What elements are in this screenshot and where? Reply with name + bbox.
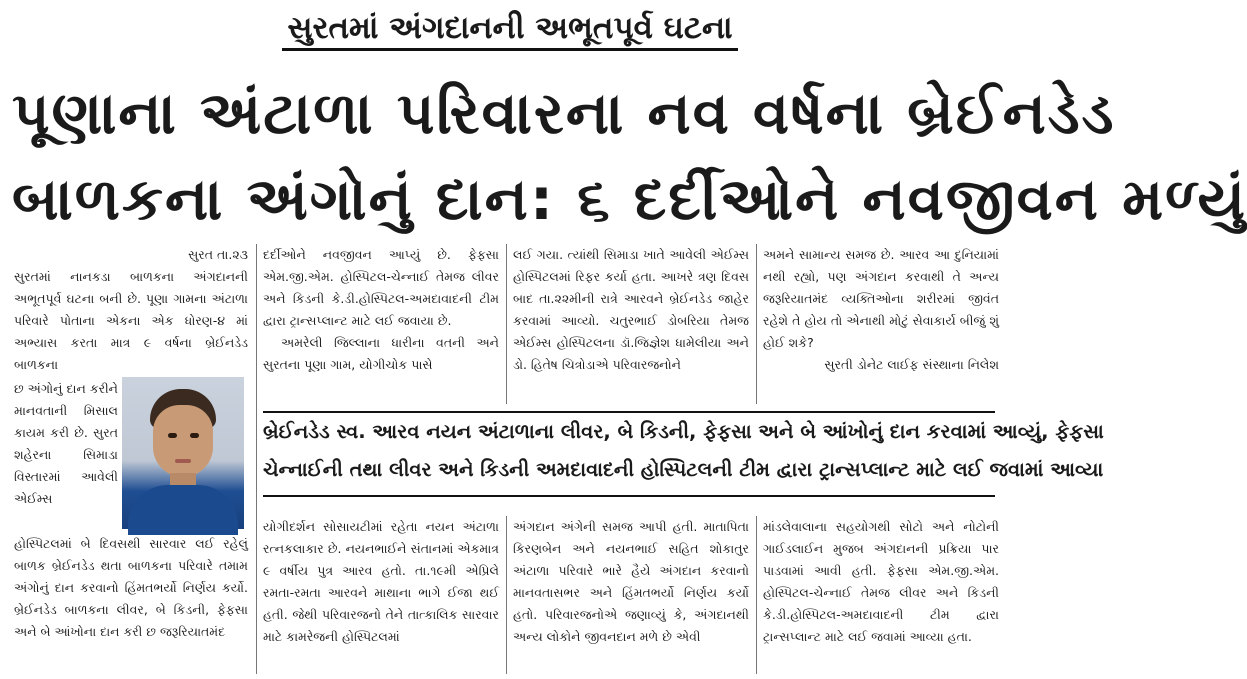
dateline: સુરત તા.૨૩ (188, 247, 248, 262)
headline-line-2: બાળકના અંગોનું દાન: ૬ દર્દીઓને નવજીવન મળ્યું (12, 165, 1247, 233)
column-4-bottom (763, 516, 999, 674)
article-paragraph: લઈ ગયા. ત્યાંથી સિમાડા ખાતે આવેલી એઈમ્સ હોસ્પિટલમાં રિફર કર્યા હતા. આખરે ત્રણ દિવસ બાદ તા.૨૨મીની રાત્રે આરવને બ્રેઈનડેડ જાહેર કરવામાં આવ્યો. ચતુરભાઈ ડોબરિયા તેમજ એઈમ્સ હોસ્પિટલના ડૉ.જિજ્ઞેશ ધામેલીયા અને ડો. હિતેષ ચિત્રોડાએ પરિવારજનોને (513, 247, 749, 372)
column-3-top (513, 244, 749, 404)
column-2-top (263, 244, 499, 404)
column-divider (756, 244, 757, 404)
column-3-bottom (513, 516, 749, 674)
article-paragraph: અમરેલી જિલ્લાના ધારીના વતની અને સુરતના પૂણા ગામ, યોગીચોક પાસે (263, 334, 499, 372)
column-divider (506, 244, 507, 404)
highlight-box (263, 411, 1104, 497)
highlight-line-1: બ્રેઈનડેડ સ્વ. આરવ નયન અંટાળાના લીવર, બે કિડની, ફેફસા અને બે આંખોનું દાન કરવામાં આવ્યું, ફેફસા (263, 420, 1104, 443)
column-divider (756, 516, 757, 674)
article-paragraph: અંગદાન અંગેની સમજ આપી હતી. માતાપિતા કિરણબેન અને નયનભાઈ સહિત શોકાતુર અંટાળા પરિવારે ભારે હૈયે અંગદાન કરવાનો માનવતાસભર અને હિંમતભર્યો નિર્ણય કર્યો હતો. પરિવારજનોએ જણાવ્યું કે, અંગદાનથી અન્ય લોકોને જીવનદાન મળે છે એવી (513, 519, 749, 644)
article-paragraph: સુરતી ડોનેટ લાઈફ સંસ્થાના નિલેશ (824, 356, 999, 372)
headline-line-1: પૂણાના અંટાળા પરિવારના નવ વર્ષના બ્રેઈનડેડ (12, 79, 1116, 147)
column-1-bottom (14, 533, 248, 673)
article-paragraph: હોસ્પિટલમાં બે દિવસથી સારવાર લઈ રહેલું બાળક બ્રેઈનડેડ થતા બાળકના પરિવારે તમામ અંગોનું દાન કરવાનો હિંમતભર્યો નિર્ણય કર્યો. બ્રેઈનડેડ બાળકના લીવર, બે કિડની, ફેફસા અને બે આંખોના દાન કરી છ જરૂરિયાતમંદ (14, 536, 248, 639)
column-4-top (763, 244, 999, 404)
column-2-bottom (263, 516, 499, 674)
article-paragraph: અમને સામાન્ય સમજ છે. આરવ આ દુનિયામાં નથી રહ્યો, પણ અંગદાન કરવાથી તે અન્ય જરૂરિયાતમંદ વ્યક્તિઓના શરીરમાં જીવંત રહેશે તે હોય તો એનાથી મોટું સેવાકાર્ય બીજું શું હોઈ શકે? (763, 247, 999, 350)
column-divider (506, 516, 507, 674)
kicker-title: સુરતમાં અંગદાનની અભૂતપૂર્વ ઘટના (282, 8, 738, 51)
article-paragraph: માંડલેવાલાના સહયોગથી સોટો અને નોટોની ગાઈડલાઈન મુજબ અંગદાનની પ્રક્રિયા પાર પાડવામાં આવી હતી. ફેફસા એમ.જી.એમ. હોસ્પિટલ-ચેન્નાઈ તેમજ લીવર અને કિડની કે.ડી.હોસ્પિટલ-અમદાવાદની ટીમ દ્વારા ટ્રાન્સપ્લાન્ટ માટે લઈ જવામાં આવ્યા હતા. (763, 519, 999, 644)
article-paragraph: છ અંગોનું દાન કરીને માનવતાની મિસાલ કાયમ કરી છે. સુરત શહેરના સિમાડા વિસ્તારમાં આવેલી એઈમ્સ (14, 381, 118, 506)
article-paragraph: દર્દીઓને નવજીવન આપ્યું છે. ફેફસા એમ.જી.એમ. હોસ્પિટલ-ચેન્નાઈ તેમજ લીવર અને કિડની કે.ડી.હોસ્પિટલ-અમદાવાદની ટીમ દ્વારા ટ્રાન્સપ્લાન્ટ માટે લઈ જવાયા છે. (263, 247, 499, 328)
article-paragraph: યોગીદર્શન સોસાયટીમાં રહેતા નયન અંટાળા રત્નકલાકાર છે. નયનભાઈને સંતાનમાં એકમાત્ર ૯ વર્ષીય પુત્ર આરવ હતો. તા.૧૯મી એપ્રિલે રમતા-રમતા આરવને માથાના ભાગે ઈજા થઈ હતી. જેથી પરિવારજનો તેને તાત્કાલિક સારવાર માટે કામરેજની હોસ્પિટલમાં (263, 519, 499, 644)
column-divider (256, 244, 257, 674)
child-photo (122, 377, 244, 529)
article-paragraph: સુરતમાં નાનકડા બાળકના અંગદાનની અભૂતપૂર્વ ઘટના બની છે. પૂણા ગામના અંટાળા પરિવારે પોતાના એકના એક ધોરણ-૪ માં અભ્યાસ કરતા માત્ર ૯ વર્ષના બ્રેઈનડેડ બાળકના (14, 268, 248, 372)
column-1-wrap (14, 378, 118, 530)
highlight-line-2: ચેન્નાઈની તથા લીવર અને કિડની અમદાવાદની હોસ્પિટલની ટીમ દ્વારા ટ્રાન્સપ્લાન્ટ માટે લઈ જવામાં આવ્યા (263, 458, 1104, 481)
column-1-top (14, 244, 248, 374)
